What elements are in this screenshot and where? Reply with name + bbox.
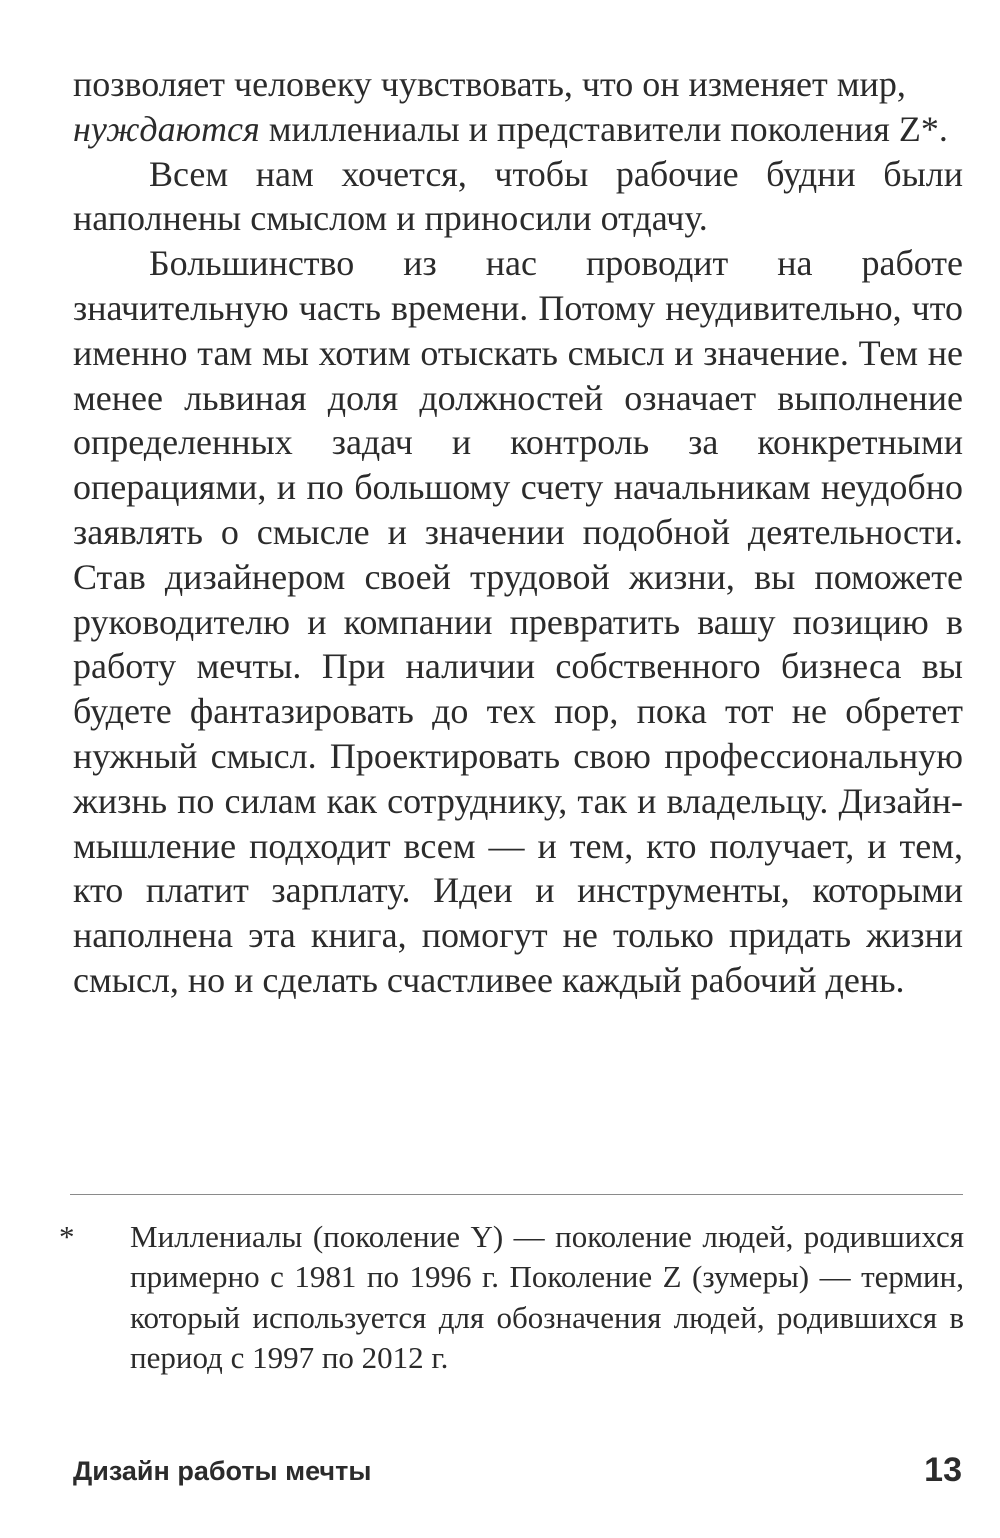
- footnote-divider: [70, 1194, 963, 1195]
- paragraph-continuation: [73, 62, 963, 152]
- running-footer-title: Дизайн работы мечты: [73, 1456, 372, 1486]
- page-number: 13: [924, 1451, 962, 1489]
- footnote-marker: *: [59, 1219, 75, 1254]
- paragraph-continuation-tail: миллениалы и представители поколения Z*.: [259, 108, 948, 149]
- footnote: [59, 1217, 964, 1378]
- footnote-text: Миллениалы (поколение Y) — поколение людей, родившихся примерно с 1981 по 1996 г. Поколение Z (зумеры) — термин, который используется для обозначения людей, родившихся в период с 1997 по 2012 г.: [130, 1219, 964, 1375]
- body-text: [73, 62, 963, 1003]
- paragraph-2: Всем нам хочется, чтобы рабочие будни были наполнены смыслом и приносили отдачу.: [73, 153, 963, 239]
- paragraph-3: Большинство из нас проводит на работе значительную часть времени. Потому неудивительно, что именно там мы хотим отыскать смысл и значение. Тем не менее львиная доля должностей означает выполнение определенных задач и контроль за конкретными операциями, и по большому счету начальникам неудобно заявлять о смысле и значении подобной деятельности. Став дизайнером своей трудовой жизни, вы поможете руководителю и компании превратить вашу позицию в работу мечты. При наличии собственного бизнеса вы будете фантазировать до тех пор, пока тот не обретет нужный смысл. Проектировать свою профессиональную жизнь по силам как сотруднику, так и владельцу. Дизайн-мышление подходит всем — и тем, кто получает, и тем, кто платит зарплату. Идеи и инструменты, которыми наполнена эта книга, помогут не только придать жизни смысл, но и сделать счастливее каждый рабочий день.: [73, 243, 963, 1000]
- italic-emphasis: нуждаются: [73, 108, 260, 149]
- paragraph-continuation-text: позволяет человеку чувствовать, что он изменяет мир,: [73, 64, 906, 104]
